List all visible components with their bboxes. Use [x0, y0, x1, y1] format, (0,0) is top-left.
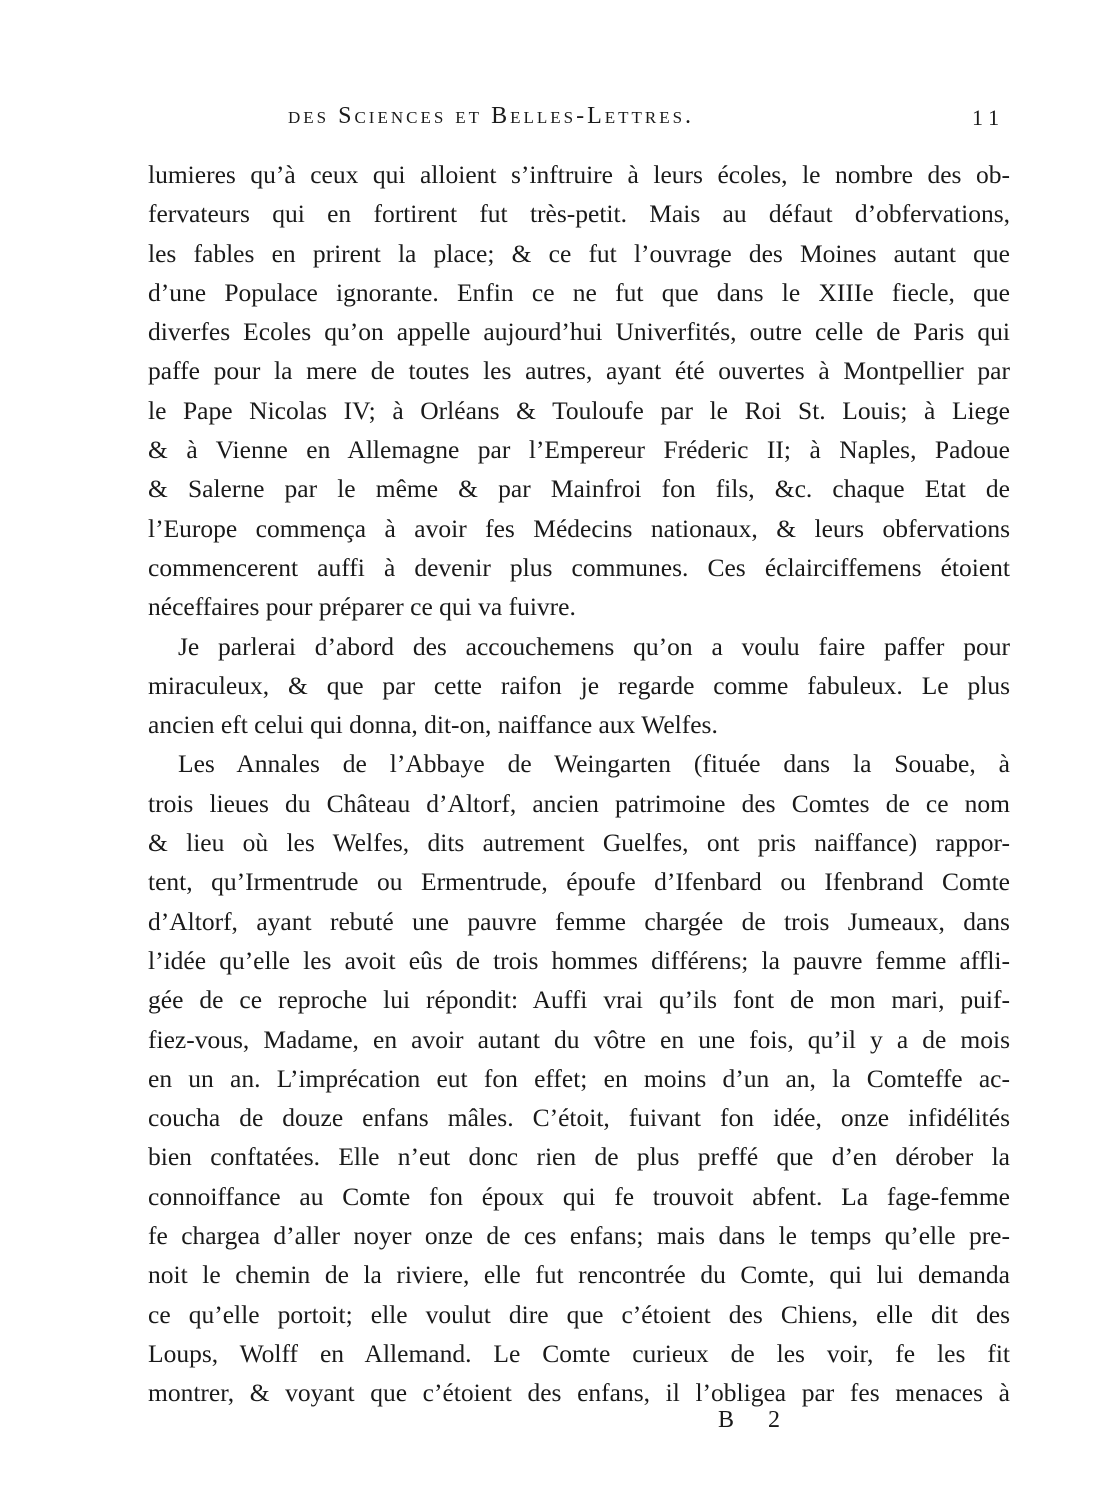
- text-line: [148, 312, 1010, 351]
- text-line-content: fervateurs qui en fortirent fut très-petit. Mais au défaut d’obfervations,: [148, 199, 1010, 229]
- text-line-content: l’Europe commença à avoir fes Médecins nationaux, & leurs obfervations: [148, 513, 1010, 543]
- text-line-content: ancien eft celui qui donna, dit-on, naiffance aux Welfes.: [148, 710, 718, 740]
- body-text: [148, 155, 1010, 1413]
- text-line: [148, 666, 1010, 705]
- text-line: [148, 1059, 1010, 1098]
- text-line-content: & Salerne par le même & par Mainfroi fon fils, &c. chaque Etat de: [148, 474, 1010, 504]
- text-line: [148, 744, 1010, 783]
- text-line: [148, 1373, 1010, 1412]
- running-header: [0, 103, 1100, 143]
- text-line: [148, 902, 1010, 941]
- text-line: [148, 155, 1010, 194]
- text-line-content: tent, qu’Irmentrude ou Ermentrude, époufe d’Ifenbard ou Ifenbrand Comte: [148, 867, 1010, 897]
- text-line: [148, 823, 1010, 862]
- text-line-content: trois lieues du Château d’Altorf, ancien patrimoine des Comtes de ce nom: [148, 788, 1010, 818]
- text-line-content: montrer, & voyant que c’étoient des enfans, il l’obligea par fes menaces à: [148, 1378, 1010, 1408]
- text-line: [148, 1137, 1010, 1176]
- text-line-content: les fables en prirent la place; & ce fut l’ouvrage des Moines autant que: [148, 238, 1010, 268]
- text-line: [148, 1216, 1010, 1255]
- text-line: [148, 509, 1010, 548]
- text-line-content: Je parlerai d’abord des accouchemens qu’on a voulu faire paffer pour: [178, 631, 1010, 661]
- text-line-content: Les Annales de l’Abbaye de Weingarten (fituée dans la Souabe, à: [178, 749, 1010, 779]
- text-line: [148, 1334, 1010, 1373]
- text-line-content: néceffaires pour préparer ce qui va fuivre.: [148, 592, 576, 622]
- text-line-content: bien conftatées. Elle n’eut donc rien de plus preffé que d’en dérober la: [148, 1142, 1010, 1172]
- text-line-content: diverfes Ecoles qu’on appelle aujourd’hui Univerfités, outre celle de Paris qui: [148, 317, 1010, 347]
- text-line-content: connoiffance au Comte fon époux qui fe trouvoit abfent. La fage-femme: [148, 1181, 1010, 1211]
- signature-mark: B 2: [718, 1407, 795, 1433]
- text-line: [148, 1255, 1010, 1294]
- text-line: [148, 941, 1010, 980]
- text-line-content: & à Vienne en Allemagne par l’Empereur Fréderic II; à Naples, Padoue: [148, 435, 1010, 465]
- text-line: [148, 1098, 1010, 1137]
- text-line-content: ce qu’elle portoit; elle voulut dire que c’étoient des Chiens, elle dit des: [148, 1299, 1010, 1329]
- text-line-content: commencerent auffi à devenir plus communes. Ces éclairciffemens étoient: [148, 552, 1010, 582]
- text-line-content: d’Altorf, ayant rebuté une pauvre femme chargée de trois Jumeaux, dans: [148, 906, 1010, 936]
- text-line-content: gée de ce reproche lui répondit: Auffi vrai qu’ils font de mon mari, puif-: [148, 985, 1010, 1015]
- text-line: [148, 430, 1010, 469]
- text-line-content: coucha de douze enfans mâles. C’étoit, fuivant fon idée, onze infidélités: [148, 1103, 1010, 1133]
- text-line: [148, 627, 1010, 666]
- text-line-content: paffe pour la mere de toutes les autres, ayant été ouvertes à Montpellier par: [148, 356, 1010, 386]
- text-line: [148, 391, 1010, 430]
- text-line-content: miraculeux, & que par cette raifon je regarde comme fabuleux. Le plus: [148, 670, 1010, 700]
- text-line-content: lumieres qu’à ceux qui alloient s’inftruire à leurs écoles, le nombre des ob-: [148, 160, 1010, 189]
- text-line: [148, 1177, 1010, 1216]
- text-line: [148, 980, 1010, 1019]
- text-line: [148, 862, 1010, 901]
- text-line-content: fe chargea d’aller noyer onze de ces enfans; mais dans le temps qu’elle pre-: [148, 1221, 1010, 1251]
- text-line: [148, 784, 1010, 823]
- text-line-content: d’une Populace ignorante. Enfin ce ne fut que dans le XIIIe fiecle, que: [148, 277, 1010, 307]
- text-line-content: & lieu où les Welfes, dits autrement Guelfes, ont pris naiffance) rappor-: [148, 828, 1010, 858]
- text-line-content: Loups, Wolff en Allemand. Le Comte curieux de les voir, fe les fit: [148, 1338, 1010, 1368]
- running-title: des Sciences et Belles-Lettres.: [288, 103, 695, 129]
- text-line-content: le Pape Nicolas IV; à Orléans & Touloufe par le Roi St. Louis; à Liege: [148, 395, 1010, 425]
- text-line: [148, 273, 1010, 312]
- text-line-content: en un an. L’imprécation eut fon effet; en moins d’un an, la Comteffe ac-: [148, 1063, 1010, 1093]
- text-line: [148, 1295, 1010, 1334]
- text-line: [148, 469, 1010, 508]
- text-line: [148, 548, 1010, 587]
- text-line: [148, 234, 1010, 273]
- text-line: [148, 587, 1010, 626]
- text-line: [148, 351, 1010, 390]
- text-line: [148, 194, 1010, 233]
- text-line-content: fiez-vous, Madame, en avoir autant du vôtre en une fois, qu’il y a de mois: [148, 1024, 1010, 1054]
- page-number: 11: [972, 105, 1006, 130]
- text-line: [148, 1020, 1010, 1059]
- text-line-content: l’idée qu’elle les avoit eûs de trois hommes différens; la pauvre femme affli-: [148, 945, 1010, 975]
- text-line: [148, 705, 1010, 744]
- text-line-content: noit le chemin de la riviere, elle fut rencontrée du Comte, qui lui demanda: [148, 1260, 1010, 1290]
